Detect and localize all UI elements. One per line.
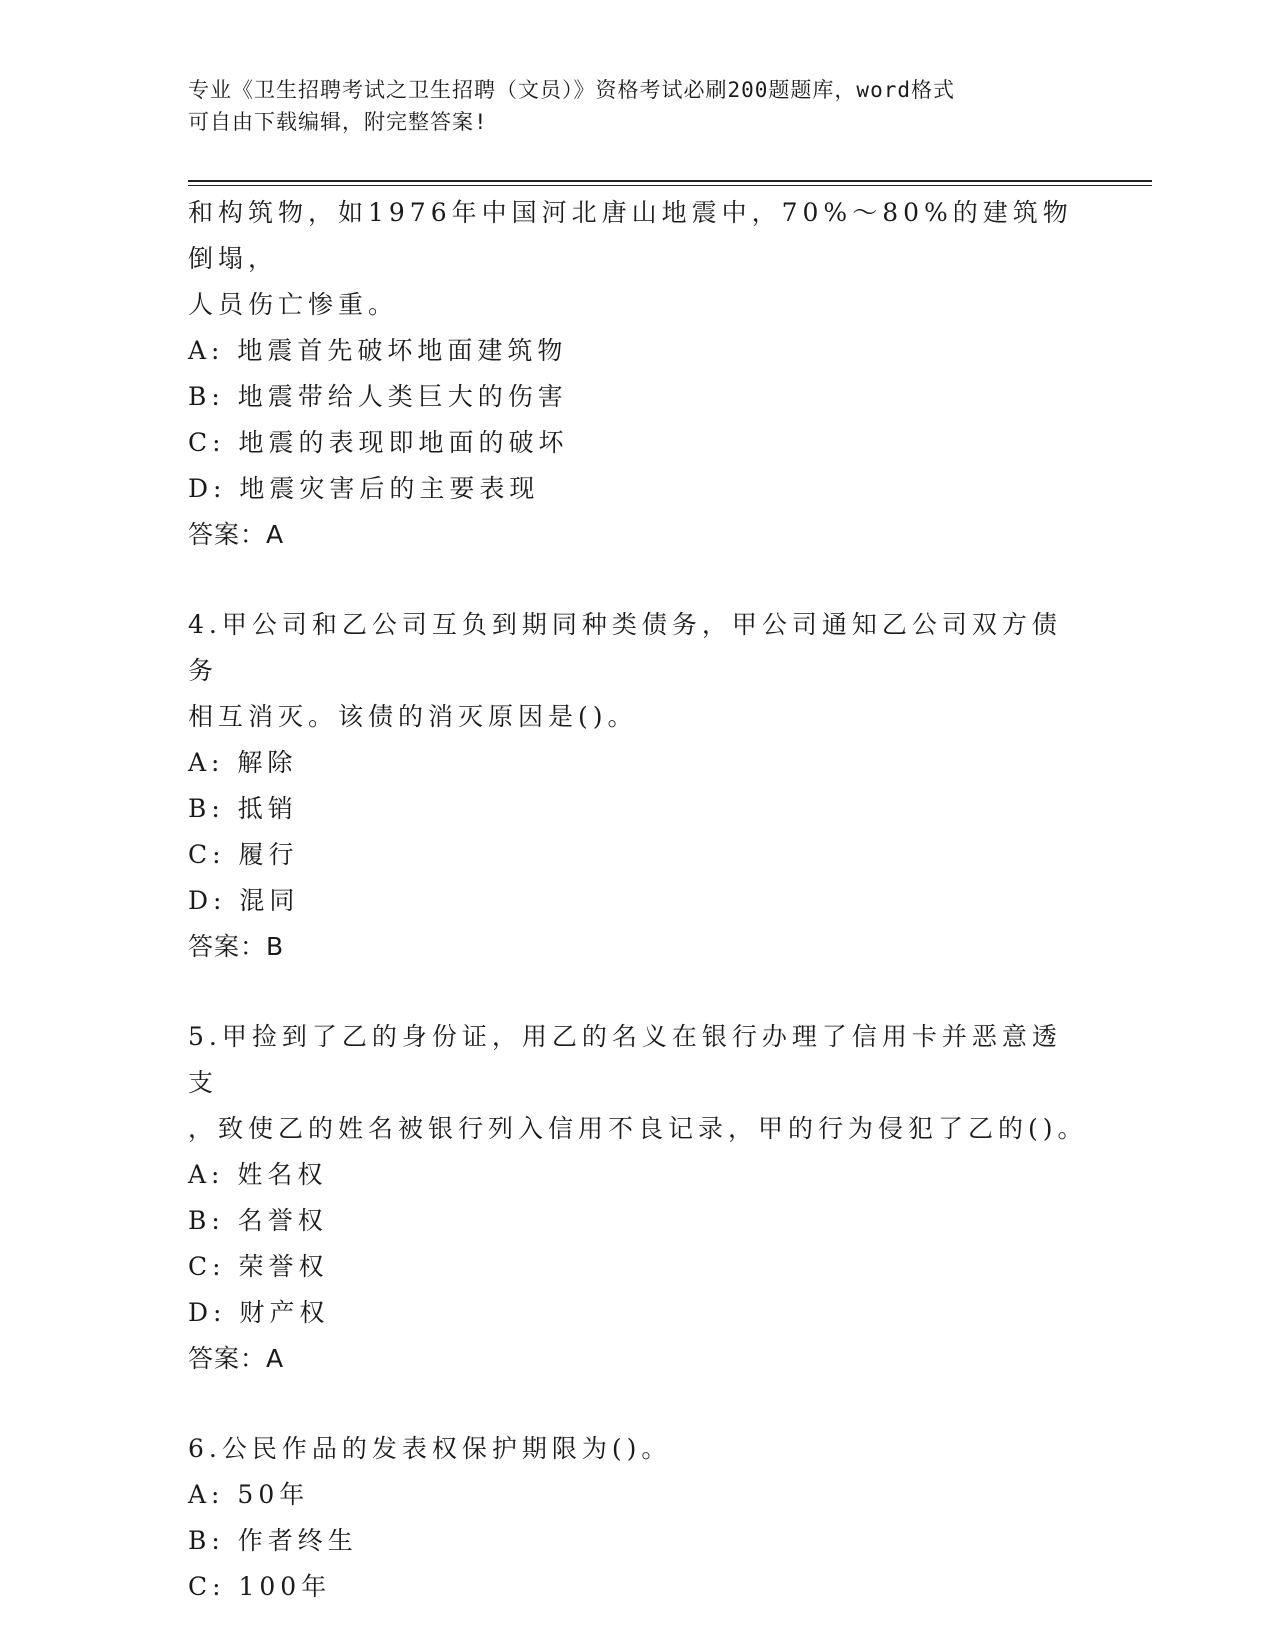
question-6-text-line-1: 6.公民作品的发表权保护期限为()。 [188, 1434, 672, 1463]
question-6-option-c: C: 100年 [188, 1572, 332, 1601]
question-3 [188, 190, 1088, 558]
question-4-option-d: D: 混同 [188, 886, 300, 915]
question-4-option-c: C: 履行 [188, 840, 299, 869]
header-divider-thin [188, 185, 1152, 186]
question-5-option-d: D: 财产权 [188, 1298, 330, 1327]
question-3-answer: 答案：A [188, 520, 285, 549]
question-5-option-a: A: 姓名权 [188, 1160, 328, 1189]
question-6 [188, 1426, 1088, 1610]
question-3-option-d: D: 地震灾害后的主要表现 [188, 474, 540, 503]
question-5 [188, 1014, 1088, 1382]
question-3-option-a: A: 地震首先破坏地面建筑物 [188, 336, 568, 365]
question-3-text-line-2: 人员伤亡惨重。 [188, 290, 399, 319]
question-6-option-a: A: 50年 [188, 1480, 310, 1509]
document-header [188, 74, 1088, 138]
question-4 [188, 602, 1088, 970]
question-4-text-line-2: 相互消灭。该债的消灭原因是()。 [188, 702, 638, 731]
question-4-answer: 答案：B [188, 932, 285, 961]
question-4-text-line-1: 4.甲公司和乙公司互负到期同种类债务，甲公司通知乙公司双方债务 [188, 610, 1062, 685]
question-3-option-c: C: 地震的表现即地面的破坏 [188, 428, 569, 457]
question-5-text-line-2: ，致使乙的姓名被银行列入信用不良记录，甲的行为侵犯了乙的()。 [188, 1114, 1088, 1143]
question-4-option-a: A: 解除 [188, 748, 298, 777]
spacer [188, 558, 1088, 602]
question-5-text-line-1: 5.甲捡到了乙的身份证，用乙的名义在银行办理了信用卡并恶意透支 [188, 1022, 1062, 1097]
question-3-option-b: B: 地震带给人类巨大的伤害 [188, 382, 568, 411]
header-divider-thick [188, 180, 1152, 182]
spacer [188, 1382, 1088, 1426]
question-3-text-line-1: 和构筑物，如1976年中国河北唐山地震中，70%～80%的建筑物倒塌， [188, 198, 1073, 273]
question-content [188, 190, 1088, 1610]
header-line-2: 可自由下载编辑，附完整答案! [188, 110, 488, 134]
question-5-option-c: C: 荣誉权 [188, 1252, 329, 1281]
question-5-option-b: B: 名誉权 [188, 1206, 328, 1235]
question-5-answer: 答案：A [188, 1344, 285, 1373]
spacer [188, 970, 1088, 1014]
question-4-option-b: B: 抵销 [188, 794, 298, 823]
question-6-option-b: B: 作者终生 [188, 1526, 358, 1555]
header-line-1: 专业《卫生招聘考试之卫生招聘（文员）》资格考试必刷200题题库，word格式 [188, 78, 955, 102]
